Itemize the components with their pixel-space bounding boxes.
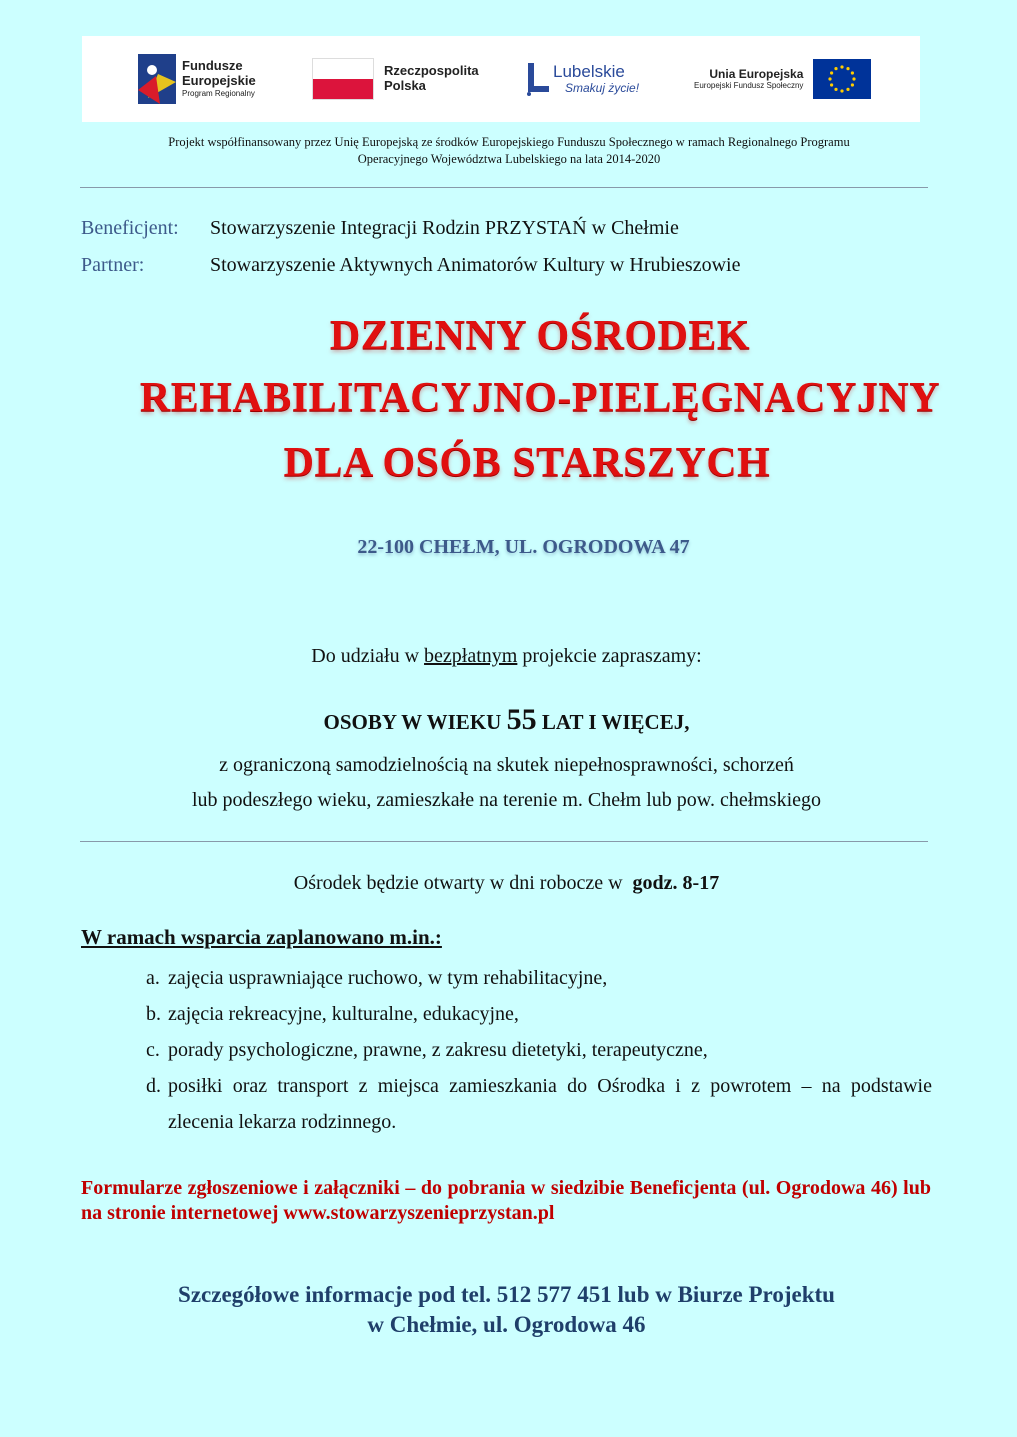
hours-text: Ośrodek będzie otwarty w dni robocze w [293, 872, 623, 894]
contact-line2: w Chełmie, ul. Ogrodowa 46 [367, 1312, 646, 1337]
eu-flag-icon [813, 59, 871, 99]
list-item-letter: c. [146, 1039, 160, 1061]
contact-line1: Szczegółowe informacje pod tel. 512 577 451 lub w Biurze Projektu [178, 1282, 835, 1307]
age-number: 55 [506, 703, 537, 736]
address: 22-100 CHEŁM, UL. OGRODOWA 47 [357, 536, 690, 558]
divider [80, 841, 928, 842]
fe-line3: Program Regionalny [182, 89, 255, 99]
age-before: OSOBY W WIEKU [323, 710, 507, 734]
support-list [146, 960, 932, 1140]
list-item-text: zajęcia usprawniające ruchowo, w tym rehabilitacyjne, [168, 967, 608, 989]
cofinancing-line1: Projekt współfinansowany przez Unię Europejską ze środków Europejskiego Funduszu Społecznego w ramach Regionalnego Programu [168, 135, 850, 149]
description-line2: lub podeszłego wieku, zamieszkałe na terenie m. Chełm lub pow. chełmskiego [191, 789, 822, 811]
forms-note: Formularze zgłoszeniowe i załączniki – do pobrania w siedzibie Beneficjenta (ul. Ogrodowa 46) lub na stronie internetowej www.stowarzyszenieprzystan.pl [81, 1177, 931, 1224]
title-line3: DLA OSÓB STARSZYCH [283, 440, 771, 486]
description-line1: z ograniczoną samodzielnością na skutek niepełnosprawności, schorzeń [219, 754, 794, 776]
partner-value: Stowarzyszenie Aktywnych Animatorów Kultury w Hrubieszowie [210, 254, 741, 276]
rzeczpospolita-polska-logo [312, 36, 479, 122]
list-item-letter: a. [146, 967, 160, 989]
target-age [0, 703, 1013, 737]
list-item-letter: b. [146, 1003, 161, 1025]
lub-tag: Smakuj życie! [565, 80, 640, 95]
list-item-text: zajęcia rekreacyjne, kulturalne, edukacyjne, [168, 1003, 519, 1025]
lubelskie-l-icon [525, 61, 551, 97]
invite-after: projekcie zapraszamy: [517, 645, 702, 667]
list-item [146, 1068, 932, 1140]
cofinancing-line2: Operacyjnego Województwa Lubelskiego na lata 2014-2020 [357, 152, 661, 166]
cofinancing-note [100, 134, 918, 168]
list-item [146, 996, 932, 1032]
lub-name: Lubelskie [553, 62, 625, 82]
fe-line2: Europejskie [182, 73, 256, 89]
ue-line2: Europejski Fundusz Społeczny [694, 81, 804, 91]
list-item-text: posiłki oraz transport z miejsca zamieszkania do Ośrodka i z powrotem – na podstawie zlecenia lekarza rodzinnego. [168, 1075, 932, 1133]
partner-row [81, 254, 740, 277]
age-after: LAT I WIĘCEJ, [536, 710, 690, 734]
list-item-letter: d. [146, 1075, 161, 1097]
fundusze-europejskie-logo [138, 36, 256, 122]
contact-info [0, 1280, 1013, 1340]
hours-value: godz. 8-17 [632, 872, 720, 894]
invite-text [0, 645, 1013, 668]
polish-flag-icon [312, 58, 374, 100]
fe-line1: Fundusze [182, 58, 243, 74]
beneficiary-label: Beneficjent: [81, 217, 179, 239]
list-item [146, 960, 932, 996]
title-line1: DZIENNY OŚRODEK [329, 313, 751, 359]
rp-line2: Polska [384, 78, 426, 93]
ue-line1: Unia Europejska [709, 66, 804, 81]
list-item [146, 1032, 932, 1068]
unia-europejska-logo [694, 36, 871, 122]
opening-hours [0, 872, 1013, 895]
list-item-text: porady psychologiczne, prawne, z zakresu dietetyki, terapeutyczne, [168, 1039, 708, 1061]
beneficiary-value: Stowarzyszenie Integracji Rodzin PRZYSTAŃ w Chełmie [210, 217, 679, 239]
support-heading: W ramach wsparcia zaplanowano m.in.: [81, 925, 442, 949]
partner-label: Partner: [81, 254, 145, 276]
title-line2: REHABILITACYJNO-PIELĘGNACYJNY [139, 375, 941, 421]
invite-before: Do udziału w [311, 645, 425, 667]
invite-underlined: bezpłatnym [424, 645, 518, 667]
logo-bar [82, 36, 920, 122]
rp-line1: Rzeczpospolita [384, 63, 479, 79]
beneficiary-row [81, 217, 679, 240]
fe-star-icon [138, 54, 176, 104]
divider [80, 187, 928, 188]
lubelskie-logo [525, 36, 639, 122]
